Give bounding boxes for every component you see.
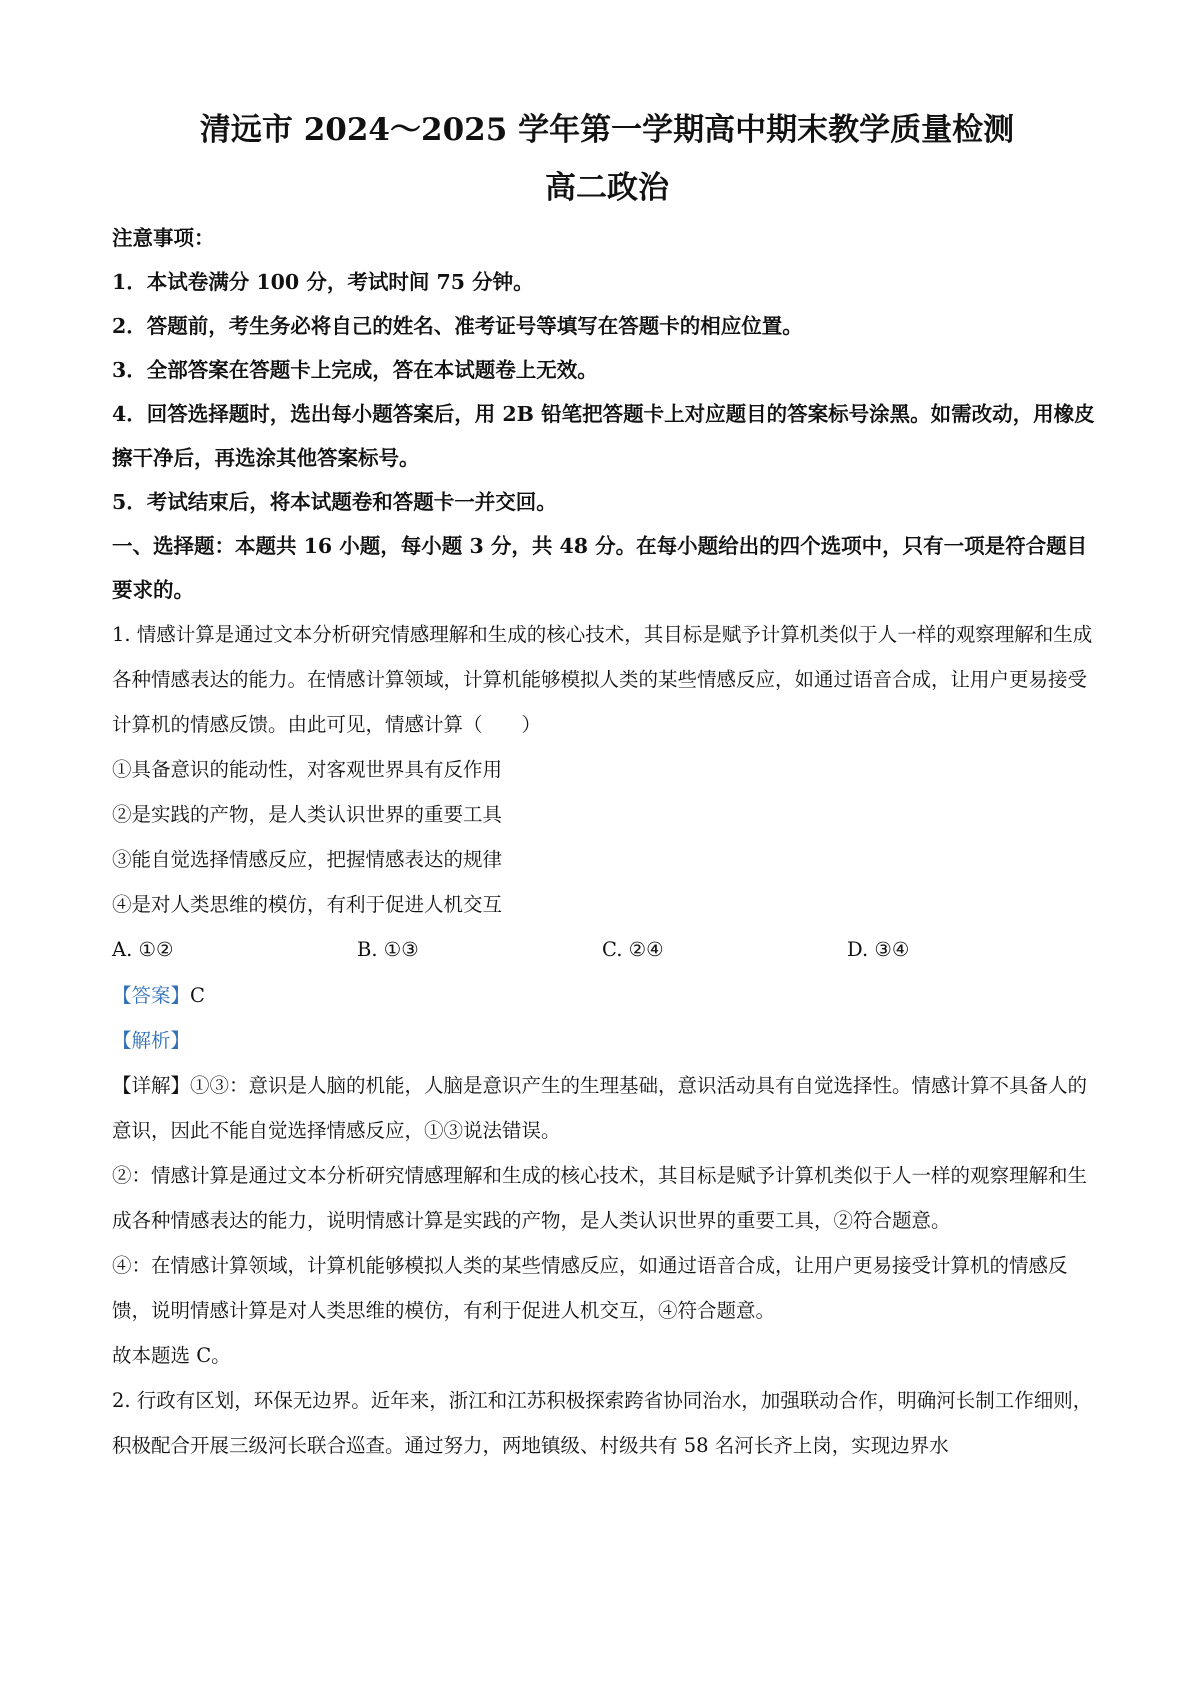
answer-label: 【答案】 — [112, 984, 191, 1007]
page-subtitle: 高二政治 — [545, 170, 669, 206]
notice-heading: 注意事项： — [112, 226, 215, 250]
question-stem: 1. 情感计算是通过文本分析研究情感理解和生成的核心技术，其目标是赋予计算机类似于人一样的观察理解和生成各种情感表达的能力。在情感计算领域，计算机能够模拟人类的某些情感反应，如通过语音合成，让用户更易接受计算机的情感反馈。由此可见，情感计算（ ） — [112, 623, 1093, 736]
analysis-label: 【解析】 — [112, 1029, 191, 1052]
option-c: C. ②④ — [602, 938, 664, 961]
notice-item: 4．回答选择题时，选出每小题答案后，用 2B 铅笔把答题卡上对应题目的答案标号涂黑。如需改动，用橡皮擦干净后，再选涂其他答案标号。 — [112, 402, 1095, 470]
statement: ②是实践的产物，是人类认识世界的重要工具 — [112, 803, 503, 826]
exam-page — [112, 110, 1102, 1468]
notice-item: 2．答题前，考生务必将自己的姓名、准考证号等填写在答题卡的相应位置。 — [112, 314, 803, 338]
notice-item: 5．考试结束后，将本试题卷和答题卡一并交回。 — [112, 490, 557, 514]
option-b: B. ①③ — [357, 938, 419, 961]
page-title: 清远市 2024～2025 学年第一学期高中期末教学质量检测 — [199, 112, 1015, 148]
question-stem: 2. 行政有区划，环保无边界。近年来，浙江和江苏积极探索跨省协同治水，加强联动合作，明确河长制工作细则，积极配合开展三级河长联合巡查。通过努力，两地镇级、村级共有 58 名河长齐上岗，实现边界水 — [112, 1389, 1093, 1457]
answer-value: C — [190, 984, 205, 1007]
notice-item: 3．全部答案在答题卡上完成，答在本试题卷上无效。 — [112, 358, 598, 382]
answer-options — [112, 927, 1102, 973]
question-1 — [112, 612, 1102, 1378]
analysis-conclusion: 故本题选 C。 — [112, 1344, 231, 1367]
notice-item: 1．本试卷满分 100 分，考试时间 75 分钟。 — [112, 270, 534, 294]
analysis-paragraph: ④：在情感计算领域，计算机能够模拟人类的某些情感反应，如通过语音合成，让用户更易接受计算机的情感反馈，说明情感计算是对人类思维的模仿，有利于促进人机交互，④符合题意。 — [112, 1254, 1068, 1322]
section-heading: 一、选择题：本题共 16 小题，每小题 3 分，共 48 分。在每小题给出的四个选项中，只有一项是符合题目要求的。 — [112, 534, 1088, 602]
statement: ④是对人类思维的模仿，有利于促进人机交互 — [112, 893, 503, 916]
notice-section — [112, 216, 1102, 524]
question-2 — [112, 1378, 1102, 1468]
option-d: D. ③④ — [847, 938, 910, 961]
analysis-paragraph: ②：情感计算是通过文本分析研究情感理解和生成的核心技术，其目标是赋予计算机类似于人一样的观察理解和生成各种情感表达的能力，说明情感计算是实践的产物，是人类认识世界的重要工具，②符合题意。 — [112, 1164, 1088, 1232]
statement: ①具备意识的能动性，对客观世界具有反作用 — [112, 758, 503, 781]
statement: ③能自觉选择情感反应，把握情感表达的规律 — [112, 848, 503, 871]
option-a: A. ①② — [112, 938, 174, 961]
answer-line — [112, 973, 1102, 1018]
analysis-paragraph: 【详解】①③：意识是人脑的机能，人脑是意识产生的生理基础，意识活动具有自觉选择性。情感计算不具备人的意识，因此不能自觉选择情感反应，①③说法错误。 — [112, 1074, 1088, 1142]
